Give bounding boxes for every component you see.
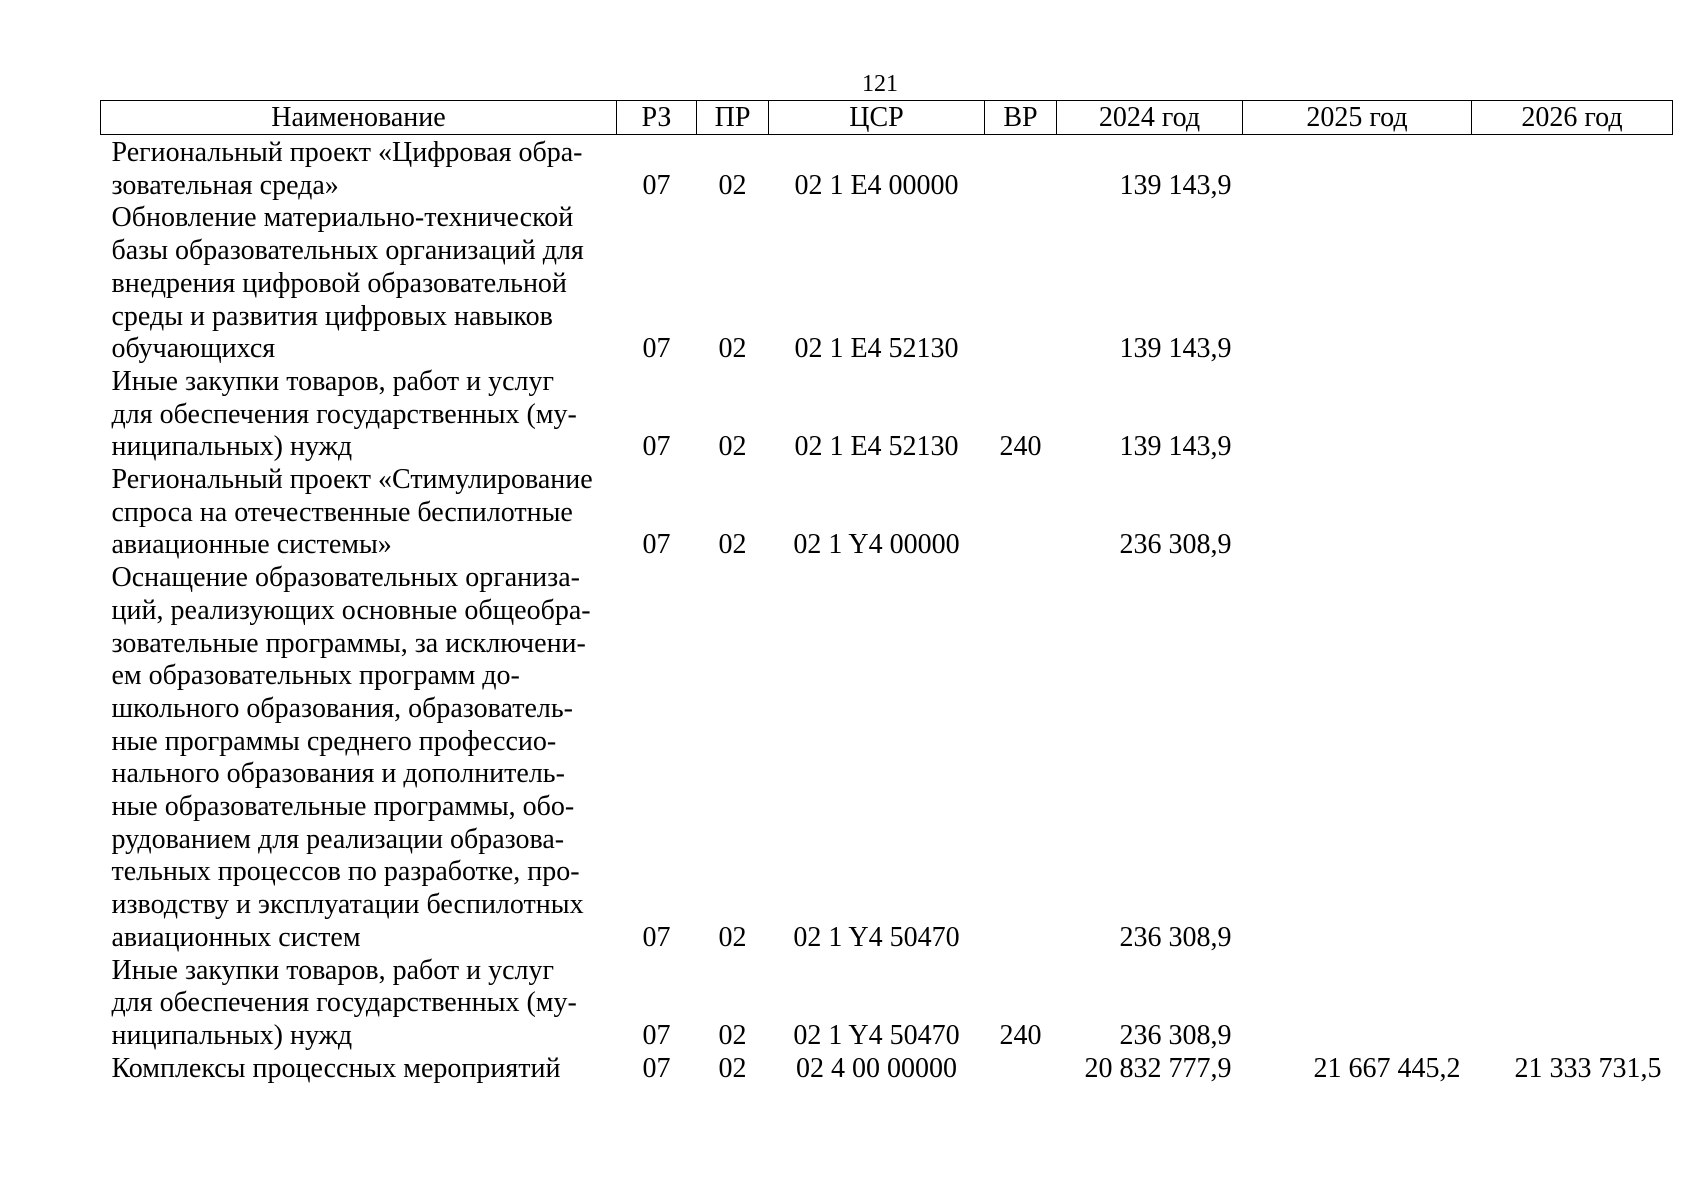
row-csr: 02 1 Y4 50470 bbox=[793, 921, 960, 953]
table-row bbox=[101, 464, 1673, 562]
row-csr: 02 1 E4 52130 bbox=[794, 333, 959, 365]
row-2025: 21 667 445,2 bbox=[1313, 1052, 1461, 1084]
row-2026 bbox=[1472, 202, 1673, 366]
row-name: Иные закупки товаров, работ и услуг для обеспечения государственных (му- ниципальных) нужд bbox=[111, 365, 577, 463]
table-row bbox=[101, 366, 1673, 464]
row-2025 bbox=[1243, 135, 1472, 203]
row-name: Региональный проект «Цифровая обра- зовательная среда» bbox=[111, 137, 583, 201]
row-2026 bbox=[1472, 955, 1673, 1053]
row-2025 bbox=[1243, 366, 1472, 464]
row-csr: 02 1 E4 00000 bbox=[794, 169, 959, 201]
row-vr bbox=[985, 202, 1057, 366]
page-number: 121 bbox=[862, 71, 898, 97]
row-rz: 07 bbox=[642, 921, 671, 953]
row-2024: 139 143,9 bbox=[1119, 431, 1232, 463]
row-2024: 139 143,9 bbox=[1119, 169, 1232, 201]
header-csr: ЦСР bbox=[769, 101, 985, 135]
row-2026 bbox=[1472, 562, 1673, 954]
row-2024: 236 308,9 bbox=[1119, 529, 1232, 561]
row-2025 bbox=[1243, 202, 1472, 366]
row-2026 bbox=[1472, 366, 1673, 464]
row-rz: 07 bbox=[642, 169, 671, 201]
row-rz: 07 bbox=[642, 333, 671, 365]
row-2024: 20 832 777,9 bbox=[1084, 1052, 1232, 1084]
table-header-row bbox=[101, 101, 1673, 135]
row-vr bbox=[985, 135, 1057, 203]
header-name: Наименование bbox=[101, 101, 617, 135]
header-2024: 2024 год bbox=[1057, 101, 1243, 135]
row-name: Региональный проект «Стимулирование спроса на отечественные беспилотные авиационные системы» bbox=[111, 464, 593, 561]
row-csr: 02 1 Y4 50470 bbox=[793, 1019, 960, 1051]
row-name: Оснащение образовательных организа- ций, реализующих основные общеобра- зовательные программы, за исключени- ем образовательных программ до- школьного образования, образователь- ные программы среднего профессио- нального образования и дополнитель- ные образовательные программы, обо- рудованием для реализации образова- тельных процессов по разработке, про- изводству и эксплуатации беспилотных авиационных систем bbox=[111, 562, 591, 953]
table-row bbox=[101, 1053, 1673, 1086]
row-2026: 21 333 731,5 bbox=[1514, 1052, 1662, 1084]
row-csr: 02 4 00 00000 bbox=[796, 1052, 957, 1084]
row-vr: 240 bbox=[999, 431, 1042, 463]
row-2024: 236 308,9 bbox=[1119, 1019, 1232, 1051]
row-rz: 07 bbox=[642, 431, 671, 463]
header-pr: ПР bbox=[697, 101, 769, 135]
row-2026 bbox=[1472, 135, 1673, 203]
header-vr: ВР bbox=[985, 101, 1057, 135]
table-row bbox=[101, 955, 1673, 1053]
row-rz: 07 bbox=[642, 1019, 671, 1051]
row-2024: 139 143,9 bbox=[1119, 333, 1232, 365]
row-name: Комплексы процессных мероприятий bbox=[111, 1052, 561, 1084]
header-rz: РЗ bbox=[617, 101, 697, 135]
row-2025 bbox=[1243, 464, 1472, 562]
row-vr bbox=[985, 562, 1057, 954]
row-name: Обновление материально-технической базы образовательных организаций для внедрения цифровой образовательной среды и развития цифровых навыков обучающихся bbox=[111, 202, 584, 365]
row-csr: 02 1 Y4 00000 bbox=[793, 529, 960, 561]
row-pr: 02 bbox=[718, 169, 747, 201]
header-2026: 2026 год bbox=[1472, 101, 1673, 135]
row-2024: 236 308,9 bbox=[1119, 921, 1232, 953]
row-pr: 02 bbox=[718, 1052, 747, 1084]
row-vr: 240 bbox=[999, 1019, 1042, 1051]
row-vr bbox=[985, 1053, 1057, 1086]
row-rz: 07 bbox=[642, 1052, 671, 1084]
budget-table bbox=[100, 100, 1673, 1085]
row-csr: 02 1 E4 52130 bbox=[794, 431, 959, 463]
row-name: Иные закупки товаров, работ и услуг для обеспечения государственных (му- ниципальных) нужд bbox=[111, 954, 577, 1051]
row-rz: 07 bbox=[642, 529, 671, 561]
row-pr: 02 bbox=[718, 921, 747, 953]
row-2025 bbox=[1243, 955, 1472, 1053]
table-row bbox=[101, 562, 1673, 954]
table-row bbox=[101, 202, 1673, 366]
row-pr: 02 bbox=[718, 333, 747, 365]
row-pr: 02 bbox=[718, 431, 747, 463]
row-vr bbox=[985, 464, 1057, 562]
row-2025 bbox=[1243, 562, 1472, 954]
row-pr: 02 bbox=[718, 529, 747, 561]
row-pr: 02 bbox=[718, 1019, 747, 1051]
table-row bbox=[101, 135, 1673, 203]
row-2026 bbox=[1472, 464, 1673, 562]
header-2025: 2025 год bbox=[1243, 101, 1472, 135]
